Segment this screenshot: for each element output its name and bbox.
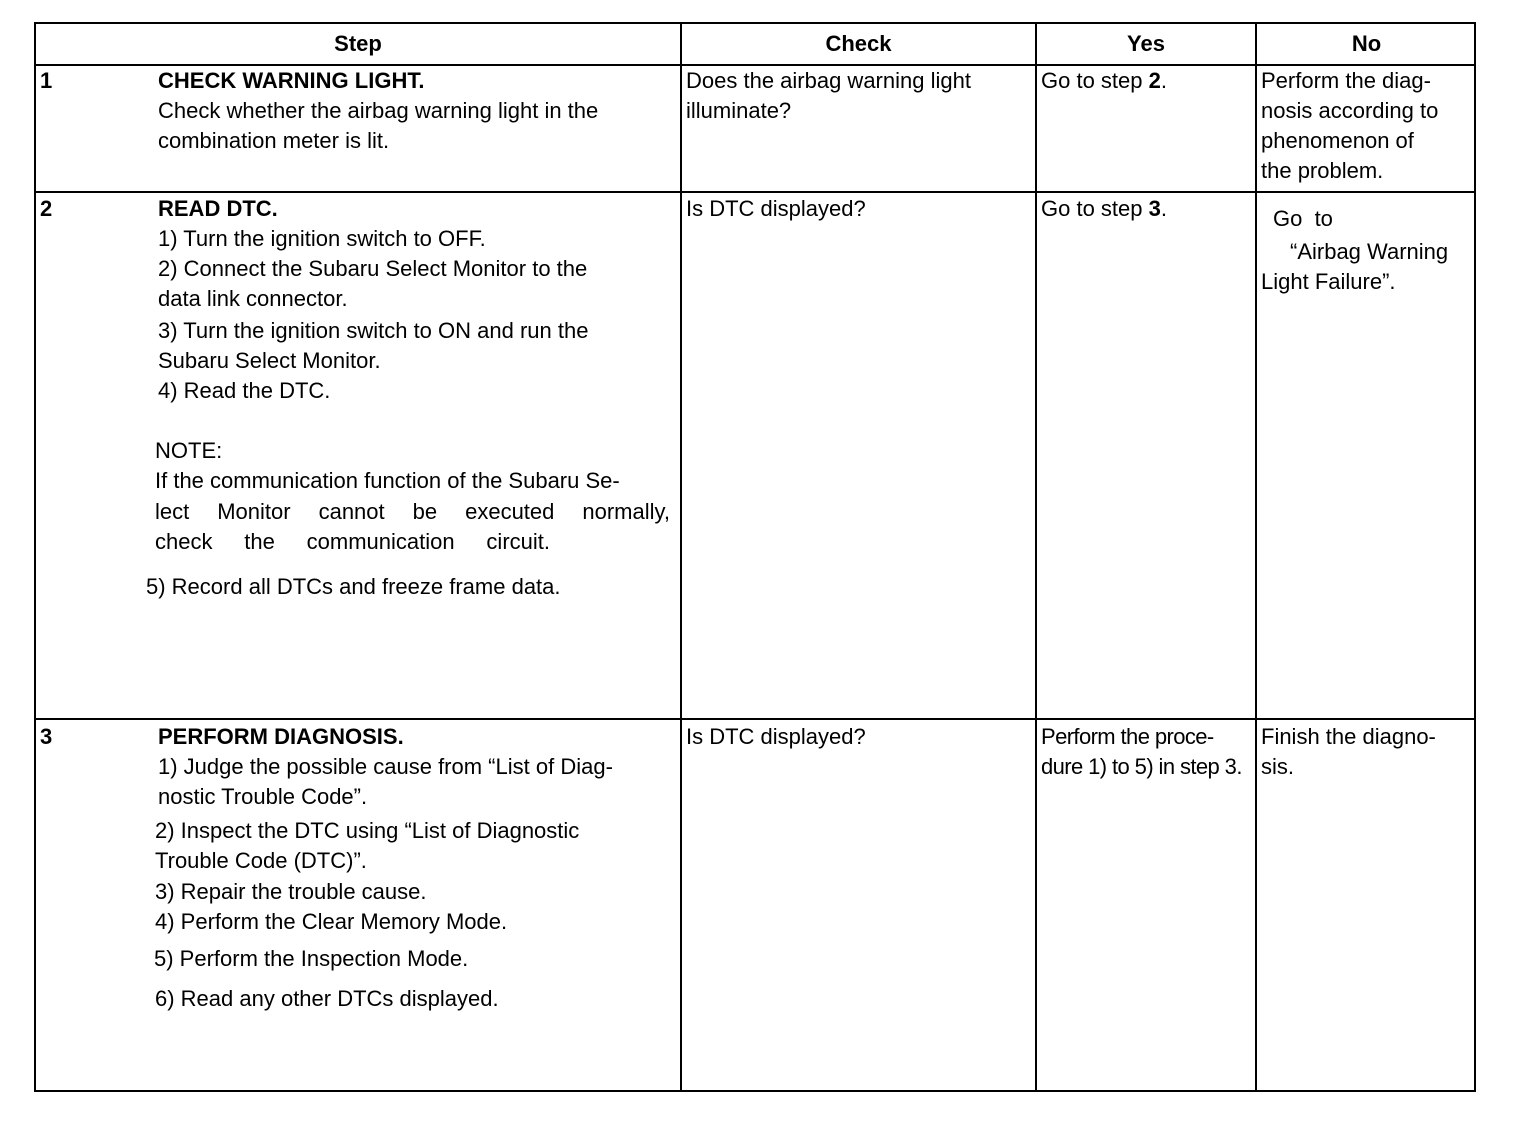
row-divider bbox=[36, 191, 1474, 193]
note-text-line: If the communication function of the Subaru Se- bbox=[155, 468, 620, 493]
yes-prefix: Go to step bbox=[1041, 196, 1149, 221]
step-number: 3 bbox=[40, 724, 53, 749]
step-text-line: 5) Record all DTCs and freeze frame data. bbox=[146, 574, 561, 599]
yes-step-ref: 3 bbox=[1148, 196, 1161, 221]
step-text-line: 3) Repair the trouble cause. bbox=[155, 879, 427, 904]
step-text-line: 5) Perform the Inspection Mode. bbox=[154, 946, 469, 971]
no-text-line: “Airbag Warning bbox=[1290, 239, 1449, 264]
note-text-line: check the communication circuit. bbox=[155, 529, 550, 554]
step-text-line: combination meter is lit. bbox=[158, 128, 390, 153]
step-text-line: 6) Read any other DTCs displayed. bbox=[155, 986, 499, 1011]
yes-suffix: . bbox=[1160, 68, 1167, 93]
diagnosis-table bbox=[34, 22, 1476, 1092]
header-yes: Yes bbox=[1127, 31, 1165, 56]
step-text-line: 2) Inspect the DTC using “List of Diagnostic bbox=[155, 818, 580, 843]
step-text-line: 2) Connect the Subaru Select Monitor to the bbox=[158, 256, 588, 281]
step-text-line: 1) Judge the possible cause from “List of Diag- bbox=[158, 754, 613, 779]
step-text-line: 1) Turn the ignition switch to OFF. bbox=[158, 226, 486, 251]
yes-prefix: Go to step bbox=[1041, 68, 1149, 93]
yes-step-ref: 2 bbox=[1148, 68, 1161, 93]
column-divider bbox=[680, 24, 682, 1090]
yes-suffix: . bbox=[1160, 196, 1167, 221]
step-number: 2 bbox=[40, 196, 53, 221]
step-text-line: 4) Perform the Clear Memory Mode. bbox=[155, 909, 508, 934]
step-text-line: Subaru Select Monitor. bbox=[158, 348, 381, 373]
step-text-line: data link connector. bbox=[158, 286, 348, 311]
column-divider bbox=[1035, 24, 1037, 1090]
yes-text bbox=[1041, 66, 1167, 96]
note-label: NOTE: bbox=[155, 438, 223, 463]
no-text-line: Finish the diagno- bbox=[1261, 724, 1436, 749]
step-text-line: Trouble Code (DTC)”. bbox=[155, 848, 367, 873]
no-text-line: Light Failure”. bbox=[1261, 269, 1396, 294]
step-text-line: Check whether the airbag warning light in the bbox=[158, 98, 599, 123]
yes-text bbox=[1041, 194, 1167, 224]
header-step: Step bbox=[334, 31, 382, 56]
step-title: CHECK WARNING LIGHT. bbox=[158, 68, 425, 93]
header-no: No bbox=[1351, 31, 1382, 56]
no-text-line: sis. bbox=[1261, 754, 1294, 779]
step-title: READ DTC. bbox=[158, 196, 278, 221]
check-text-line: Is DTC displayed? bbox=[686, 724, 866, 749]
row-divider bbox=[36, 718, 1474, 720]
no-text-line: Perform the diag- bbox=[1261, 68, 1431, 93]
yes-text-line: dure 1) to 5) in step 3. bbox=[1041, 754, 1242, 779]
header-check: Check bbox=[825, 31, 892, 56]
step-text-line: nostic Trouble Code”. bbox=[158, 784, 368, 809]
check-text-line: Does the airbag warning light bbox=[686, 68, 971, 93]
column-divider bbox=[1255, 24, 1257, 1090]
check-text-line: Is DTC displayed? bbox=[686, 196, 866, 221]
step-title: PERFORM DIAGNOSIS. bbox=[158, 724, 404, 749]
step-number: 1 bbox=[40, 68, 53, 93]
no-text-line: nosis according to bbox=[1261, 98, 1439, 123]
no-text-line: Go to bbox=[1273, 206, 1333, 231]
check-text-line: illuminate? bbox=[686, 98, 792, 123]
step-text-line: 4) Read the DTC. bbox=[158, 378, 331, 403]
note-text-line: lect Monitor cannot be executed normally, bbox=[155, 499, 670, 524]
no-text-line: phenomenon of bbox=[1261, 128, 1414, 153]
no-text-line: the problem. bbox=[1261, 158, 1384, 183]
step-text-line: 3) Turn the ignition switch to ON and run the bbox=[158, 318, 589, 343]
yes-text-line: Perform the proce- bbox=[1041, 724, 1214, 749]
